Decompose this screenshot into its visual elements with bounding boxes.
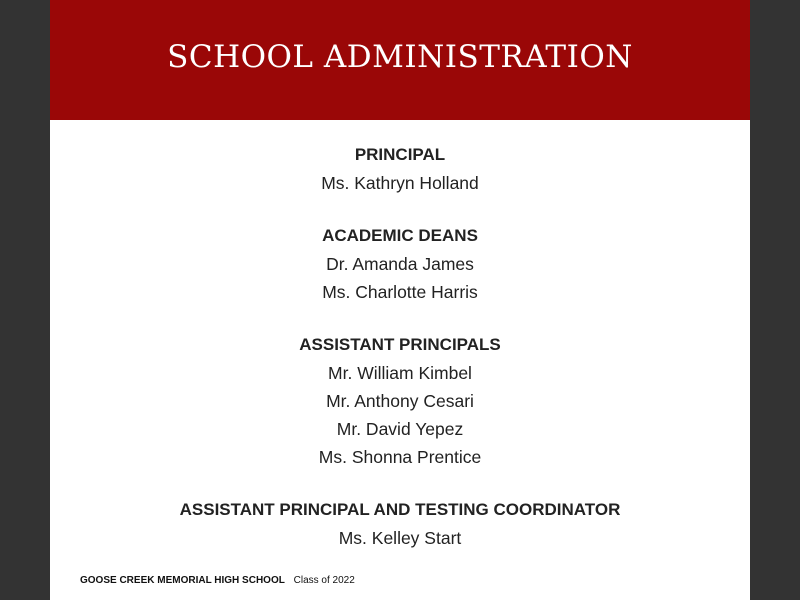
staff-name: Mr. David Yepez xyxy=(336,419,464,439)
footer-school-name: GOOSE CREEK MEMORIAL HIGH SCHOOL xyxy=(80,575,285,586)
section-heading: ASSISTANT PRINCIPALS xyxy=(299,335,501,354)
staff-name: Ms. Kathryn Holland xyxy=(321,173,479,193)
footer-class-year: Class of 2022 xyxy=(293,575,355,586)
staff-name: Ms. Charlotte Harris xyxy=(322,282,478,302)
page-header xyxy=(50,0,750,120)
section-heading: ASSISTANT PRINCIPAL AND TESTING COORDINATOR xyxy=(179,500,621,519)
staff-name: Dr. Amanda James xyxy=(326,254,474,274)
staff-name: Ms. Kelley Start xyxy=(338,528,462,548)
page-footer xyxy=(80,575,355,586)
page-title: SCHOOL ADMINISTRATION xyxy=(167,39,633,75)
staff-name: Mr. William Kimbel xyxy=(328,363,472,383)
document-page xyxy=(50,0,750,600)
section-heading: PRINCIPAL xyxy=(354,145,446,164)
section-principal xyxy=(50,141,750,197)
section-academic-deans xyxy=(50,222,750,306)
section-heading: ACADEMIC DEANS xyxy=(322,226,478,245)
administration-list xyxy=(50,141,750,577)
staff-name: Mr. Anthony Cesari xyxy=(326,391,474,411)
staff-name: Ms. Shonna Prentice xyxy=(318,447,482,467)
section-assistant-principals xyxy=(50,331,750,471)
section-testing-coordinator xyxy=(50,496,750,552)
